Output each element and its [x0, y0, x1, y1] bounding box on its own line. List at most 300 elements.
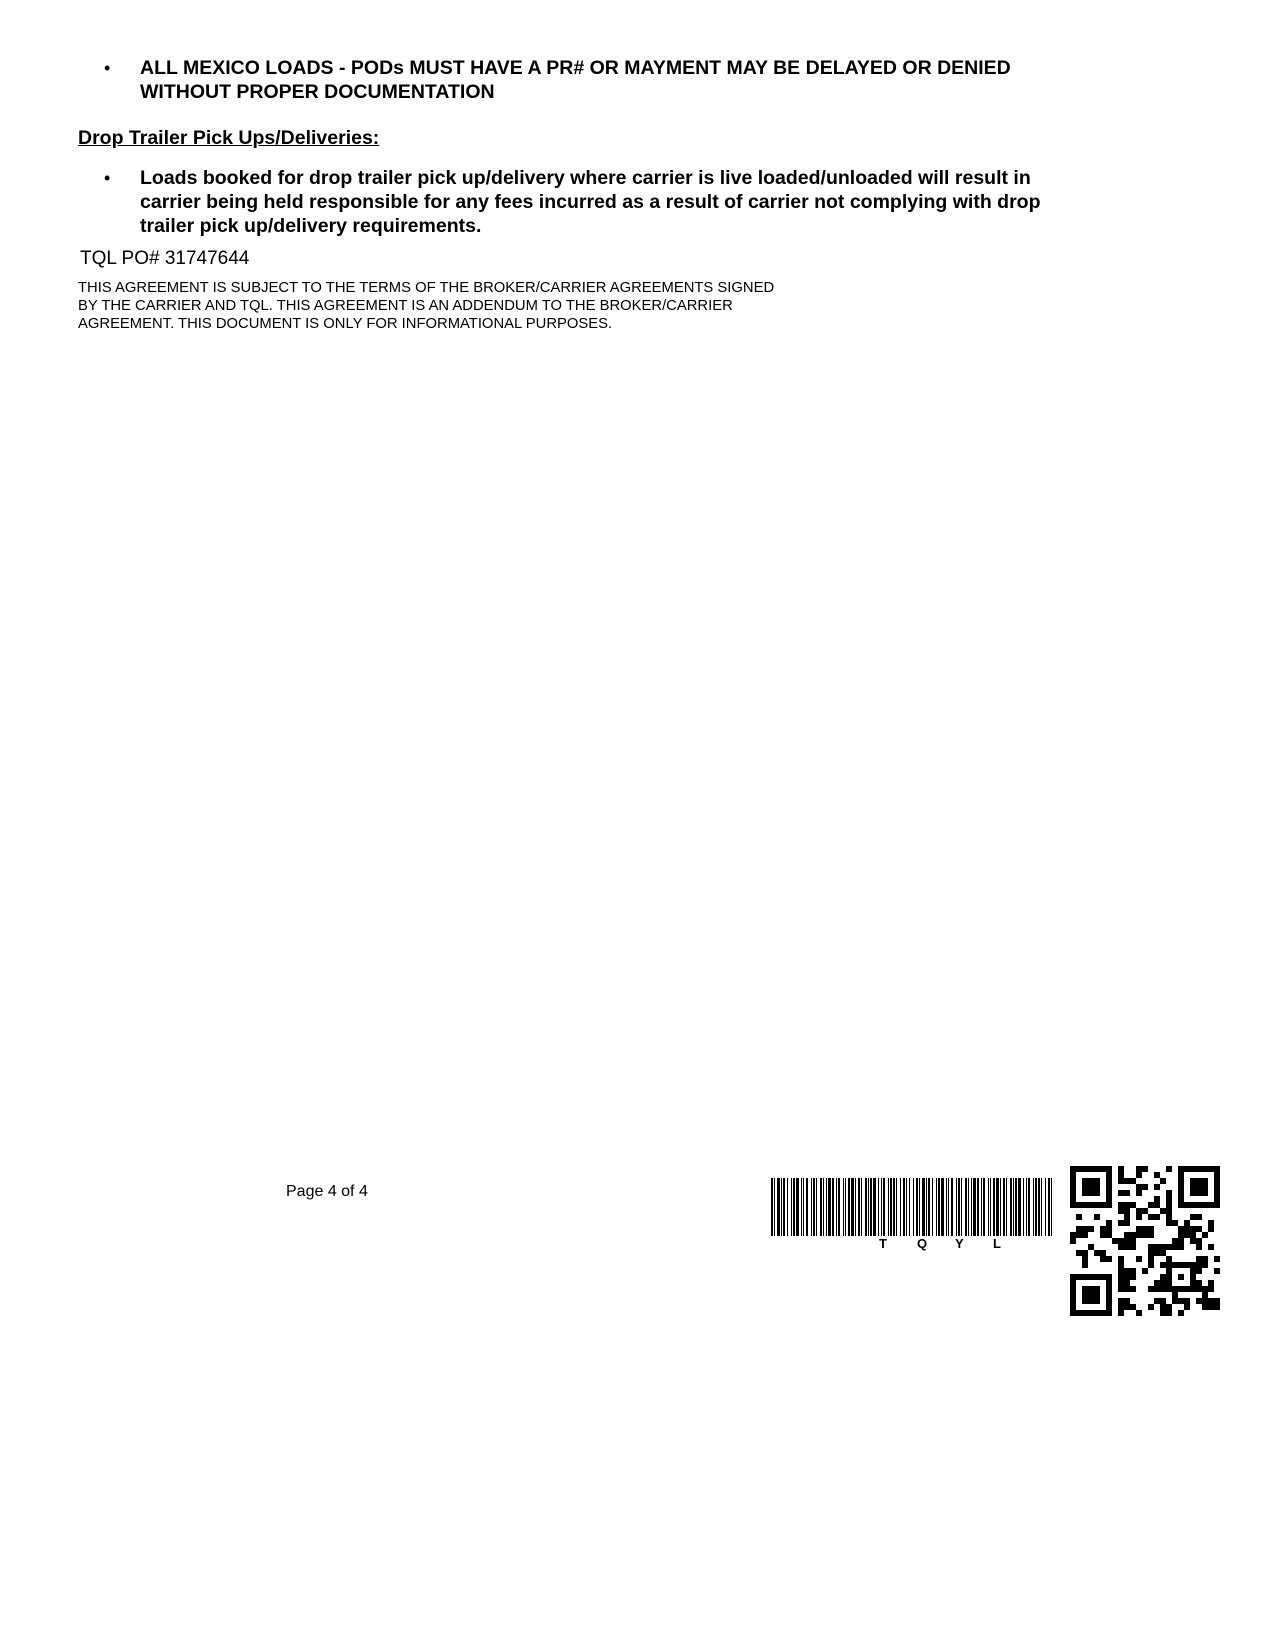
barcode-bar: [858, 1178, 860, 1236]
qr-module: [1166, 1256, 1172, 1262]
qr-module: [1214, 1202, 1220, 1208]
barcode: [771, 1178, 1054, 1256]
qr-module: [1106, 1220, 1112, 1226]
qr-module: [1196, 1298, 1202, 1304]
barcode-bar: [774, 1178, 775, 1236]
qr-module: [1082, 1184, 1088, 1190]
qr-module: [1124, 1208, 1130, 1214]
qr-module: [1088, 1310, 1094, 1316]
qr-module: [1184, 1226, 1190, 1232]
qr-module: [1124, 1178, 1130, 1184]
qr-module: [1118, 1244, 1124, 1250]
qr-module: [1124, 1286, 1130, 1292]
list-item: [104, 166, 1084, 238]
qr-module: [1208, 1166, 1214, 1172]
qr-module: [1082, 1298, 1088, 1304]
barcode-char: T: [879, 1236, 887, 1251]
qr-module: [1160, 1208, 1166, 1214]
qr-module: [1082, 1226, 1088, 1232]
barcode-bars: [771, 1178, 1054, 1236]
qr-module: [1130, 1274, 1136, 1280]
qr-module: [1106, 1226, 1112, 1232]
qr-module: [1154, 1202, 1160, 1208]
qr-module: [1178, 1274, 1184, 1280]
barcode-bar: [893, 1178, 895, 1236]
barcode-bar: [843, 1178, 844, 1236]
qr-module: [1094, 1184, 1100, 1190]
barcode-bar: [855, 1178, 856, 1236]
qr-module: [1196, 1178, 1202, 1184]
barcode-bar: [826, 1178, 827, 1236]
qr-module: [1214, 1178, 1220, 1184]
barcode-bar: [990, 1178, 991, 1236]
page-number: Page 4 of 4: [286, 1183, 368, 1200]
qr-module: [1124, 1244, 1130, 1250]
qr-module: [1070, 1178, 1076, 1184]
barcode-bar: [922, 1178, 925, 1236]
barcode-bar: [838, 1178, 840, 1236]
qr-module: [1154, 1286, 1160, 1292]
qr-module: [1082, 1166, 1088, 1172]
barcode-bar: [845, 1178, 846, 1236]
qr-module: [1142, 1232, 1148, 1238]
qr-module: [1106, 1304, 1112, 1310]
terms-text: THIS AGREEMENT IS SUBJECT TO THE TERMS OF THE BROKER/CARRIER AGREEMENTS SIGNED BY THE CARRIER AND TQL. THIS AGREEMENT IS AN ADDENDUM TO THE BROKER/CARRIER AGREEMENT. THIS DOCUMENT IS ONLY FOR INFORMATIONAL PURPOSES.: [78, 280, 775, 332]
qr-module: [1118, 1166, 1124, 1172]
qr-module: [1172, 1286, 1178, 1292]
qr-module: [1196, 1190, 1202, 1196]
qr-module: [1148, 1286, 1154, 1292]
qr-module: [1076, 1310, 1082, 1316]
qr-module: [1070, 1184, 1076, 1190]
barcode-bar: [932, 1178, 933, 1236]
qr-module: [1118, 1262, 1124, 1268]
qr-module: [1106, 1184, 1112, 1190]
qr-module: [1184, 1304, 1190, 1310]
qr-module: [1118, 1286, 1124, 1292]
qr-module: [1154, 1298, 1160, 1304]
qr-module: [1124, 1202, 1130, 1208]
qr-module: [1154, 1172, 1160, 1178]
qr-module: [1076, 1166, 1082, 1172]
barcode-bar: [870, 1178, 872, 1236]
qr-module: [1100, 1256, 1106, 1262]
qr-module: [1196, 1166, 1202, 1172]
qr-module: [1118, 1190, 1124, 1196]
qr-module: [1094, 1190, 1100, 1196]
qr-module: [1160, 1298, 1166, 1304]
qr-module: [1070, 1280, 1076, 1286]
qr-module: [1094, 1178, 1100, 1184]
barcode-bar: [793, 1178, 795, 1236]
barcode-bar: [919, 1178, 920, 1236]
qr-module: [1082, 1232, 1088, 1238]
barcode-bar: [926, 1178, 927, 1236]
qr-module: [1190, 1262, 1196, 1268]
qr-module: [1214, 1196, 1220, 1202]
qr-module: [1070, 1238, 1076, 1244]
qr-module: [1178, 1184, 1184, 1190]
qr-module: [1178, 1166, 1184, 1172]
barcode-bar: [801, 1178, 802, 1236]
qr-module: [1136, 1184, 1142, 1190]
qr-module: [1106, 1166, 1112, 1172]
barcode-bar: [848, 1178, 850, 1236]
qr-module: [1148, 1214, 1154, 1220]
qr-module: [1166, 1310, 1172, 1316]
qr-module: [1160, 1280, 1166, 1286]
barcode-bar: [983, 1178, 985, 1236]
qr-module: [1178, 1196, 1184, 1202]
qr-module: [1118, 1208, 1124, 1214]
barcode-bar: [1023, 1178, 1024, 1236]
qr-module: [1070, 1232, 1076, 1238]
qr-module: [1094, 1166, 1100, 1172]
qr-module: [1148, 1226, 1154, 1232]
qr-module: [1124, 1214, 1130, 1220]
barcode-bar: [787, 1178, 788, 1236]
qr-module: [1136, 1310, 1142, 1316]
barcode-bar: [865, 1178, 867, 1236]
qr-module: [1082, 1190, 1088, 1196]
qr-module: [1130, 1232, 1136, 1238]
barcode-caption: [771, 1236, 1054, 1254]
qr-module: [1214, 1166, 1220, 1172]
barcode-bar: [968, 1178, 969, 1236]
qr-module: [1172, 1298, 1178, 1304]
barcode-bar: [836, 1178, 837, 1236]
barcode-bar: [796, 1178, 799, 1236]
qr-module: [1118, 1220, 1124, 1226]
qr-module: [1178, 1172, 1184, 1178]
barcode-bar: [906, 1178, 907, 1236]
qr-module: [1106, 1280, 1112, 1286]
qr-module: [1202, 1298, 1208, 1304]
qr-module: [1106, 1232, 1112, 1238]
qr-module: [1118, 1238, 1124, 1244]
qr-module: [1166, 1202, 1172, 1208]
qr-module: [1202, 1292, 1208, 1298]
list-item: [104, 56, 1084, 104]
qr-module: [1190, 1274, 1196, 1280]
bullet-icon: •: [104, 168, 111, 188]
barcode-bar: [883, 1178, 885, 1236]
barcode-bar: [1033, 1178, 1034, 1236]
qr-module: [1142, 1208, 1148, 1214]
qr-module: [1184, 1262, 1190, 1268]
barcode-bar: [1028, 1178, 1030, 1236]
qr-module: [1124, 1298, 1130, 1304]
qr-module: [1196, 1286, 1202, 1292]
drop-trailer-heading: Drop Trailer Pick Ups/Deliveries:: [78, 127, 380, 149]
qr-module: [1154, 1196, 1160, 1202]
barcode-bar: [1035, 1178, 1037, 1236]
qr-module: [1154, 1214, 1160, 1220]
qr-module: [1142, 1268, 1148, 1274]
qr-module: [1190, 1190, 1196, 1196]
qr-module: [1100, 1232, 1106, 1238]
qr-module: [1178, 1232, 1184, 1238]
barcode-bar: [777, 1178, 780, 1236]
qr-module: [1088, 1226, 1094, 1232]
qr-module: [1118, 1202, 1124, 1208]
barcode-bar: [981, 1178, 982, 1236]
qr-module: [1160, 1310, 1166, 1316]
qr-module: [1082, 1178, 1088, 1184]
qr-module: [1202, 1184, 1208, 1190]
qr-module: [1166, 1268, 1172, 1274]
barcode-bar: [828, 1178, 831, 1236]
qr-module: [1076, 1250, 1082, 1256]
qr-module: [1130, 1202, 1136, 1208]
qr-module: [1094, 1286, 1100, 1292]
qr-module: [1160, 1262, 1166, 1268]
barcode-bar: [868, 1178, 869, 1236]
qr-module: [1148, 1250, 1154, 1256]
qr-module: [1070, 1286, 1076, 1292]
qr-module: [1082, 1286, 1088, 1292]
qr-module: [1166, 1196, 1172, 1202]
barcode-bar: [996, 1178, 999, 1236]
qr-module: [1184, 1232, 1190, 1238]
qr-module: [1178, 1190, 1184, 1196]
qr-module: [1076, 1202, 1082, 1208]
qr-module: [1202, 1190, 1208, 1196]
qr-module: [1196, 1184, 1202, 1190]
qr-module: [1094, 1274, 1100, 1280]
barcode-bar: [1000, 1178, 1001, 1236]
barcode-bar: [1038, 1178, 1040, 1236]
qr-module: [1184, 1298, 1190, 1304]
barcode-char: Q: [917, 1236, 928, 1251]
qr-module: [1070, 1202, 1076, 1208]
qr-module: [1214, 1190, 1220, 1196]
qr-module: [1202, 1256, 1208, 1262]
qr-module: [1094, 1250, 1100, 1256]
barcode-bar: [832, 1178, 834, 1236]
qr-module: [1130, 1244, 1136, 1250]
barcode-bar: [813, 1178, 815, 1236]
barcode-bar: [938, 1178, 940, 1236]
qr-module: [1178, 1202, 1184, 1208]
barcode-bar: [806, 1178, 808, 1236]
barcode-bar: [1041, 1178, 1042, 1236]
po-number: TQL PO# 31747644: [80, 248, 250, 269]
qr-module: [1094, 1292, 1100, 1298]
qr-module: [1196, 1262, 1202, 1268]
qr-module: [1190, 1280, 1196, 1286]
qr-module: [1070, 1304, 1076, 1310]
qr-module: [1124, 1268, 1130, 1274]
qr-module: [1160, 1304, 1166, 1310]
qr-module: [1106, 1202, 1112, 1208]
qr-module: [1100, 1250, 1106, 1256]
qr-module: [1190, 1202, 1196, 1208]
qr-module: [1088, 1178, 1094, 1184]
qr-module: [1190, 1268, 1196, 1274]
barcode-bar: [909, 1178, 910, 1236]
qr-module: [1166, 1280, 1172, 1286]
qr-module: [1166, 1166, 1172, 1172]
qr-module: [1202, 1232, 1208, 1238]
qr-module: [1184, 1166, 1190, 1172]
barcode-bar: [977, 1178, 979, 1236]
qr-module: [1208, 1202, 1214, 1208]
qr-module: [1106, 1274, 1112, 1280]
qr-module: [1184, 1220, 1190, 1226]
qr-module: [1178, 1238, 1184, 1244]
qr-module: [1208, 1298, 1214, 1304]
qr-module: [1094, 1310, 1100, 1316]
qr-module: [1160, 1274, 1166, 1280]
qr-module: [1172, 1262, 1178, 1268]
barcode-bar: [823, 1178, 824, 1236]
barcode-bar: [941, 1178, 944, 1236]
barcode-bar: [771, 1178, 773, 1236]
qr-module: [1082, 1310, 1088, 1316]
qr-module: [1214, 1268, 1220, 1274]
qr-module: [1208, 1220, 1214, 1226]
qr-module: [1136, 1190, 1142, 1196]
qr-module: [1178, 1262, 1184, 1268]
qr-module: [1124, 1190, 1130, 1196]
qr-module: [1160, 1250, 1166, 1256]
qr-module: [1202, 1304, 1208, 1310]
barcode-bar: [820, 1178, 822, 1236]
barcode-bar: [1006, 1178, 1007, 1236]
qr-module: [1136, 1172, 1142, 1178]
qr-module: [1100, 1166, 1106, 1172]
drop-trailer-notice: Loads booked for drop trailer pick up/delivery where carrier is live loaded/unloaded will result in carrier being held responsible for any fees incurred as a result of carrier not complying with drop trailer pick up/delivery requirements.: [140, 167, 1041, 237]
qr-module: [1088, 1190, 1094, 1196]
qr-module: [1196, 1214, 1202, 1220]
qr-module: [1112, 1238, 1118, 1244]
barcode-bar: [791, 1178, 792, 1236]
qr-module: [1088, 1298, 1094, 1304]
barcode-char: L: [993, 1236, 1001, 1251]
qr-module: [1148, 1244, 1154, 1250]
qr-module: [1148, 1202, 1154, 1208]
qr-module: [1160, 1244, 1166, 1250]
qr-module: [1208, 1226, 1214, 1232]
qr-module: [1178, 1226, 1184, 1232]
qr-module: [1172, 1238, 1178, 1244]
qr-module: [1208, 1244, 1214, 1250]
qr-module: [1166, 1208, 1172, 1214]
barcode-bar: [900, 1178, 901, 1236]
qr-module: [1136, 1214, 1142, 1220]
barcode-bar: [896, 1178, 897, 1236]
qr-module: [1214, 1298, 1220, 1304]
barcode-bar: [781, 1178, 782, 1236]
qr-module: [1124, 1274, 1130, 1280]
barcode-bar: [861, 1178, 862, 1236]
barcode-bar: [816, 1178, 817, 1236]
qr-module: [1136, 1166, 1142, 1172]
qr-module: [1118, 1310, 1124, 1316]
qr-module: [1202, 1286, 1208, 1292]
qr-module: [1076, 1214, 1082, 1220]
qr-module: [1142, 1184, 1148, 1190]
qr-module: [1130, 1286, 1136, 1292]
qr-module: [1178, 1286, 1184, 1292]
qr-module: [1088, 1184, 1094, 1190]
qr-module: [1124, 1220, 1130, 1226]
barcode-bar: [878, 1178, 879, 1236]
barcode-bar: [951, 1178, 953, 1236]
barcode-bar: [1015, 1178, 1017, 1236]
qr-module: [1202, 1166, 1208, 1172]
qr-module: [1196, 1268, 1202, 1274]
qr-module: [1106, 1310, 1112, 1316]
barcode-bar: [811, 1178, 812, 1236]
qr-module: [1106, 1196, 1112, 1202]
bullet-icon: •: [104, 58, 111, 78]
barcode-bar: [946, 1178, 947, 1236]
qr-module: [1118, 1280, 1124, 1286]
qr-module: [1166, 1220, 1172, 1226]
qr-module: [1082, 1274, 1088, 1280]
qr-module: [1118, 1298, 1124, 1304]
barcode-bar: [961, 1178, 962, 1236]
qr-module: [1106, 1190, 1112, 1196]
qr-module: [1196, 1244, 1202, 1250]
qr-module: [1166, 1274, 1172, 1280]
qr-module: [1094, 1298, 1100, 1304]
barcode-bar: [783, 1178, 785, 1236]
barcode-bar: [928, 1178, 930, 1236]
qr-module: [1178, 1310, 1184, 1316]
qr-module: [1136, 1232, 1142, 1238]
qr-module: [1190, 1178, 1196, 1184]
qr-module: [1214, 1184, 1220, 1190]
qr-module: [1196, 1226, 1202, 1232]
qr-module: [1118, 1256, 1124, 1262]
barcode-bar: [1013, 1178, 1014, 1236]
barcode-bar: [1045, 1178, 1046, 1236]
barcode-bar: [973, 1178, 976, 1236]
qr-module: [1100, 1274, 1106, 1280]
qr-module: [1070, 1310, 1076, 1316]
qr-module: [1130, 1268, 1136, 1274]
qr-module: [1148, 1256, 1154, 1262]
qr-module: [1136, 1208, 1142, 1214]
qr-module: [1166, 1262, 1172, 1268]
qr-module: [1160, 1178, 1166, 1184]
qr-module: [1190, 1214, 1196, 1220]
qr-module: [1136, 1226, 1142, 1232]
qr-module: [1106, 1298, 1112, 1304]
qr-module: [1202, 1202, 1208, 1208]
qr-module: [1100, 1202, 1106, 1208]
barcode-bar: [971, 1178, 972, 1236]
barcode-bar: [1018, 1178, 1021, 1236]
barcode-bar: [916, 1178, 918, 1236]
qr-module: [1088, 1292, 1094, 1298]
qr-module: [1166, 1190, 1172, 1196]
barcode-bar: [873, 1178, 876, 1236]
qr-module: [1124, 1238, 1130, 1244]
qr-module: [1070, 1298, 1076, 1304]
qr-module: [1076, 1226, 1082, 1232]
qr-module: [1154, 1250, 1160, 1256]
qr-module: [1166, 1244, 1172, 1250]
barcode-bar: [913, 1178, 914, 1236]
qr-module: [1190, 1226, 1196, 1232]
barcode-bar: [956, 1178, 957, 1236]
qr-module: [1142, 1166, 1148, 1172]
qr-module: [1070, 1190, 1076, 1196]
